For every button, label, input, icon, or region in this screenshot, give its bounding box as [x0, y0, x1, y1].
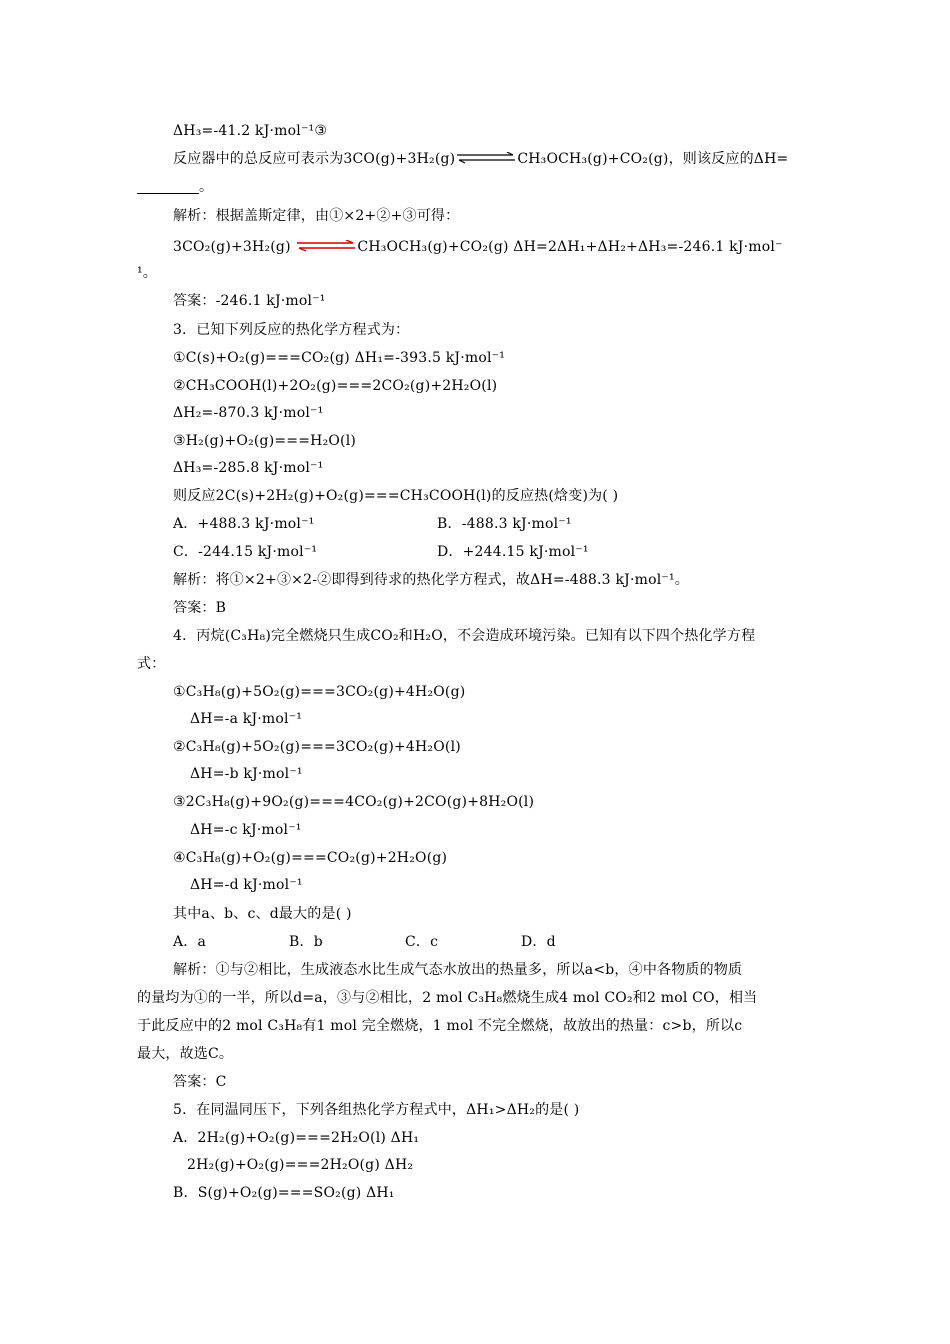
q5-option-a-eq1: A．2H₂(g)+O₂(g)===2H₂O(l) ΔH₁ [173, 1130, 420, 1146]
q3-stem: 3．已知下列反应的热化学方程式为： [173, 322, 410, 338]
q2-total-reaction-prefix: 反应器中的总反应可表示为3CO(g)+3H₂(g) [173, 151, 456, 167]
q3-eq3: ③H₂(g)+O₂(g)===H₂O(l) [173, 433, 357, 449]
q2-total-reaction-suffix: CH₃OCH₃(g)+CO₂(g)，则该反应的ΔH= [517, 151, 789, 167]
q3-question: 则反应2C(s)+2H₂(g)+O₂(g)===CH₃COOH(l)的反应热(焓变)为( ) [173, 488, 619, 504]
q4-answer: 答案：C [173, 1074, 227, 1090]
q2-analysis-eq-right: CH₃OCH₃(g)+CO₂(g) ΔH=2ΔH₁+ΔH₂+ΔH₃=-246.1 kJ·mol⁻ [357, 239, 783, 255]
q4-analysis-line3: 于此反应中的2 mol C₃H₈有1 mol 完全燃烧，1 mol 不完全燃烧，故放出的热量：c>b，所以c [137, 1018, 743, 1034]
q3-eq1: ①C(s)+O₂(g)===CO₂(g) ΔH₁=-393.5 kJ·mol⁻¹ [173, 350, 506, 366]
q4-stem-line1: 4．丙烷(C₃H₈)完全燃烧只生成CO₂和H₂O，不会造成环境污染。已知有以下四个热化学方程 [173, 628, 756, 644]
q3-option-a: A．+488.3 kJ·mol⁻¹ [173, 516, 315, 532]
answer-blank [137, 179, 199, 194]
q4-eq3: ③2C₃H₈(g)+9O₂(g)===4CO₂(g)+2CO(g)+8H₂O(l) [173, 794, 535, 810]
q3-answer: 答案：B [173, 600, 227, 616]
q3-eq3-dh: ΔH₃=-285.8 kJ·mol⁻¹ [173, 460, 324, 476]
q3-eq2: ②CH₃COOH(l)+2O₂(g)===2CO₂(g)+2H₂O(l) [173, 378, 498, 394]
q2-blank-end: 。 [199, 179, 214, 195]
q4-option-a: A．a [173, 934, 207, 950]
q4-question: 其中a、b、c、d最大的是( ) [173, 906, 352, 922]
q5-option-a-eq2: 2H₂(g)+O₂(g)===2H₂O(g) ΔH₂ [187, 1157, 414, 1173]
q4-option-c: C．c [405, 934, 439, 950]
q2-analysis-label: 解析：根据盖斯定律，由①×2+②+③可得： [173, 208, 460, 224]
q2-answer: 答案：-246.1 kJ·mol⁻¹ [173, 293, 326, 309]
q4-option-d: D．d [521, 934, 556, 950]
q3-option-d: D．+244.15 kJ·mol⁻¹ [437, 544, 589, 560]
equilibrium-arrow-icon [457, 152, 515, 164]
q3-option-c: C．-244.15 kJ·mol⁻¹ [173, 544, 318, 560]
q4-eq1: ①C₃H₈(g)+5O₂(g)===3CO₂(g)+4H₂O(g) [173, 684, 466, 700]
q3-analysis: 解析：将①×2+③×2-②即得到待求的热化学方程式，故ΔH=-488.3 kJ·mol⁻¹。 [173, 572, 689, 588]
q5-option-b-eq1: B．S(g)+O₂(g)===SO₂(g) ΔH₁ [173, 1185, 395, 1201]
q4-analysis-line4: 最大，故选C。 [137, 1046, 234, 1062]
q4-option-b: B．b [289, 934, 323, 950]
q2-analysis-equation [173, 237, 783, 257]
q4-analysis-line2: 的量均为①的一半，所以d=a，③与②相比，2 mol C₃H₈燃烧生成4 mol CO₂和2 mol CO，相当 [137, 990, 758, 1006]
q4-eq2: ②C₃H₈(g)+5O₂(g)===3CO₂(g)+4H₂O(l) [173, 739, 461, 755]
equilibrium-arrow-red-icon [297, 240, 355, 252]
q4-eq2-dh: ΔH=-b kJ·mol⁻¹ [190, 766, 303, 782]
q2-blank-line [137, 177, 213, 197]
q4-analysis-line1: 解析：①与②相比，生成液态水比生成气态水放出的热量多，所以a<b，④中各物质的物质 [173, 962, 743, 978]
q2-total-reaction [173, 149, 788, 169]
q2-analysis-wrap: ¹。 [137, 265, 158, 281]
q5-stem: 5．在同温同压下，下列各组热化学方程式中，ΔH₁>ΔH₂的是( ) [173, 1102, 580, 1118]
q4-eq4: ④C₃H₈(g)+O₂(g)===CO₂(g)+2H₂O(g) [173, 850, 448, 866]
q3-eq2-dh: ΔH₂=-870.3 kJ·mol⁻¹ [173, 405, 324, 421]
q4-eq1-dh: ΔH=-a kJ·mol⁻¹ [190, 711, 303, 727]
q4-stem-line2: 式： [137, 656, 166, 672]
q3-option-b: B．-488.3 kJ·mol⁻¹ [437, 516, 572, 532]
q4-eq3-dh: ΔH=-c kJ·mol⁻¹ [190, 822, 302, 838]
q2-analysis-eq-left: 3CO₂(g)+3H₂(g) [173, 239, 291, 255]
q4-eq4-dh: ΔH=-d kJ·mol⁻¹ [190, 877, 303, 893]
q2-dh3: ΔH₃=-41.2 kJ·mol⁻¹③ [173, 123, 328, 139]
